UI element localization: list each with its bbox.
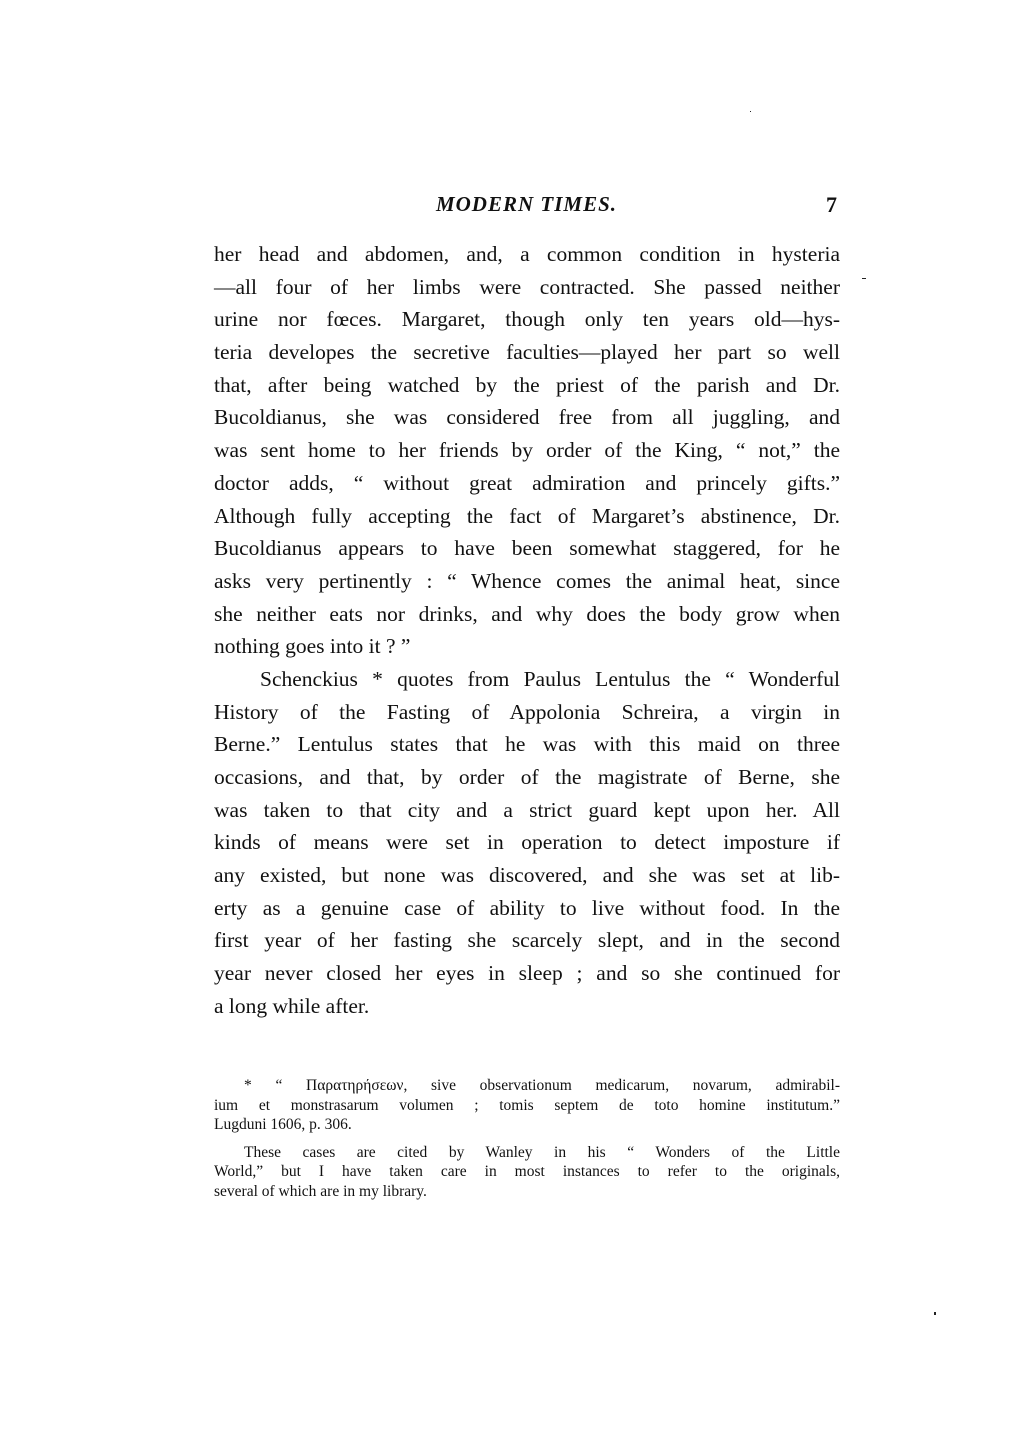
text-line: asks very pertinently : “ Whence comes the animal heat, since: [214, 568, 840, 593]
text-line: History of the Fasting of Appolonia Schreira, a virgin in: [214, 699, 840, 724]
text-line: Schenckius * quotes from Paulus Lentulus the “ Wonderful: [260, 666, 840, 691]
text-line: occasions, and that, by order of the magistrate of Berne, she: [214, 765, 840, 789]
text-line: her head and abdomen, and, a common condition in hysteria: [214, 242, 840, 266]
footnote-line: These cases are cited by Wanley in his “ Wonders of the Little: [244, 1143, 840, 1161]
scan-speck: [934, 1312, 936, 1315]
text-line: erty as a genuine case of ability to live without food. In the: [214, 895, 840, 920]
text-line: doctor adds, “ without great admiration and princely gifts.”: [214, 470, 840, 495]
scan-speck: [862, 278, 866, 279]
text-line: was taken to that city and a strict guard kept upon her. All: [214, 797, 840, 822]
text-line: any existed, but none was discovered, and she was set at lib-: [214, 863, 840, 888]
footnote-line: ium et monstrasarum volumen ; tomis septem de toto homine institutum.”: [214, 1096, 840, 1114]
text-line: that, after being watched by the priest of the parish and Dr.: [214, 372, 840, 397]
text-line: nothing goes into it ? ”: [214, 634, 411, 659]
scan-speck: [750, 111, 751, 112]
paragraph-2: [214, 663, 840, 1023]
text-line: Berne.” Lentulus states that he was with this maid on three: [214, 732, 840, 757]
footnote-line: several of which are in my library.: [214, 1182, 427, 1200]
text-line: a long while after.: [214, 993, 370, 1018]
text-line: teria developes the secretive faculties—played her part so well: [214, 340, 840, 365]
text-line: Although fully accepting the fact of Margaret’s abstinence, Dr.: [214, 503, 840, 528]
text-line: first year of her fasting she scarcely slept, and in the second: [214, 928, 840, 953]
footnote-2: [214, 1143, 840, 1202]
page-header: [214, 192, 839, 222]
footnotes: [214, 1076, 840, 1201]
footnote-line: Lugduni 1606, p. 306.: [214, 1116, 352, 1133]
text-line: kinds of means were set in operation to detect imposture if: [214, 830, 840, 855]
footnote-1: [214, 1076, 840, 1135]
text-line: —all four of her limbs were contracted. She passed neither: [214, 274, 840, 299]
text-line: was sent home to her friends by order of the King, “ not,” the: [214, 438, 840, 463]
page-number: 7: [826, 192, 837, 217]
text-line: year never closed her eyes in sleep ; and so she continued for: [214, 961, 840, 986]
footnote-line: * “ Παρατηρήσεων, sive observationum medicarum, novarum, admirabil-: [244, 1077, 840, 1094]
text-line: Bucoldianus appears to have been somewhat staggered, for he: [214, 536, 840, 561]
text-line: Bucoldianus, she was considered free from all juggling, and: [214, 405, 840, 430]
footnote-line: World,” but I have taken care in most instances to refer to the originals,: [214, 1163, 840, 1180]
text-line: she neither eats nor drinks, and why does the body grow when: [214, 601, 840, 626]
body-text: [214, 238, 840, 1023]
running-head: MODERN TIMES.: [435, 192, 618, 216]
paragraph-1: [214, 238, 840, 663]
text-line: urine nor fœces. Margaret, though only ten years old—hys-: [214, 307, 840, 332]
